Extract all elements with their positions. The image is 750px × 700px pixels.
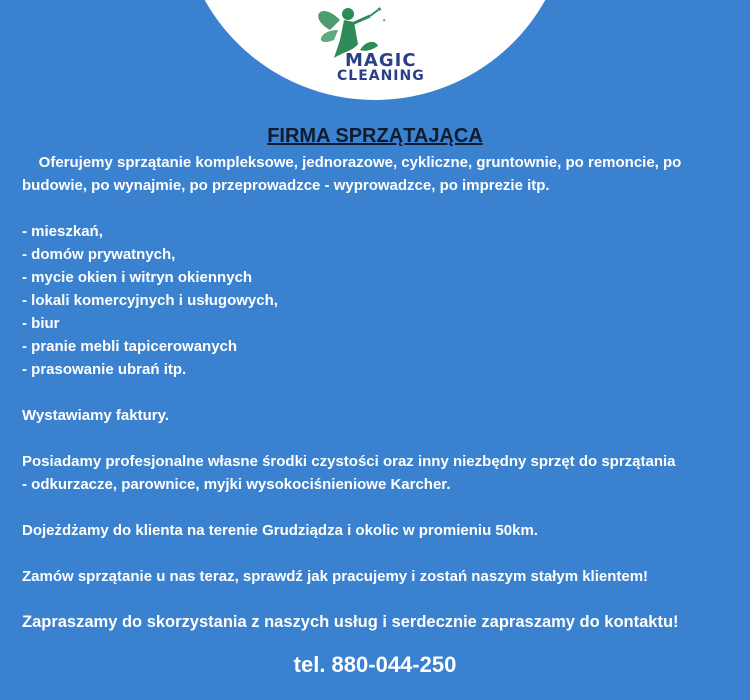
service-item: - domów prywatnych, [22, 246, 176, 263]
brand-cleaning: CLEANING [337, 68, 425, 84]
service-area-text: Dojeżdżamy do klienta na terenie Grudziądza i okolic w promieniu 50km. [22, 522, 538, 539]
intro-text: Oferujemy sprzątanie kompleksowe, jednorazowe, cykliczne, gruntownie, po remoncie, po budowie, po wynajmie, po przeprowadzce - wyprowadzce, po imprezie itp. [22, 154, 686, 194]
service-item: - pranie mebli tapicerowanych [22, 338, 238, 355]
page-title: FIRMA SPRZĄTAJĄCA [267, 125, 483, 147]
service-item: - lokali komercyjnych i usługowych, [22, 292, 278, 309]
svg-text:✦: ✦ [382, 18, 387, 24]
service-item: - prasowanie ubrań itp. [22, 361, 187, 378]
main-content [22, 151, 737, 634]
equipment-line-1: Posiadamy profesjonalne własne środki czystości oraz inny niezbędny sprzęt do sprzątania [22, 453, 676, 470]
equipment-line-2: - odkurzacze, parownice, myjki wysokociśnieniowe Karcher. [22, 476, 451, 493]
service-item: - mieszkań, [22, 223, 103, 240]
invoices-text: Wystawiamy faktury. [22, 407, 170, 424]
brand-magic: MAGIC [345, 50, 417, 71]
svg-text:✦: ✦ [376, 5, 383, 14]
service-item: - mycie okien i witryn okiennych [22, 269, 253, 286]
service-item: - biur [22, 315, 60, 332]
phone-number: tel. 880-044-250 [293, 652, 457, 677]
invite-text: Zapraszamy do skorzystania z naszych usług i serdecznie zapraszamy do kontaktu! [22, 613, 679, 631]
order-text: Zamów sprzątanie u nas teraz, sprawdź jak pracujemy i zostań naszym stałym klientem! [22, 568, 649, 585]
